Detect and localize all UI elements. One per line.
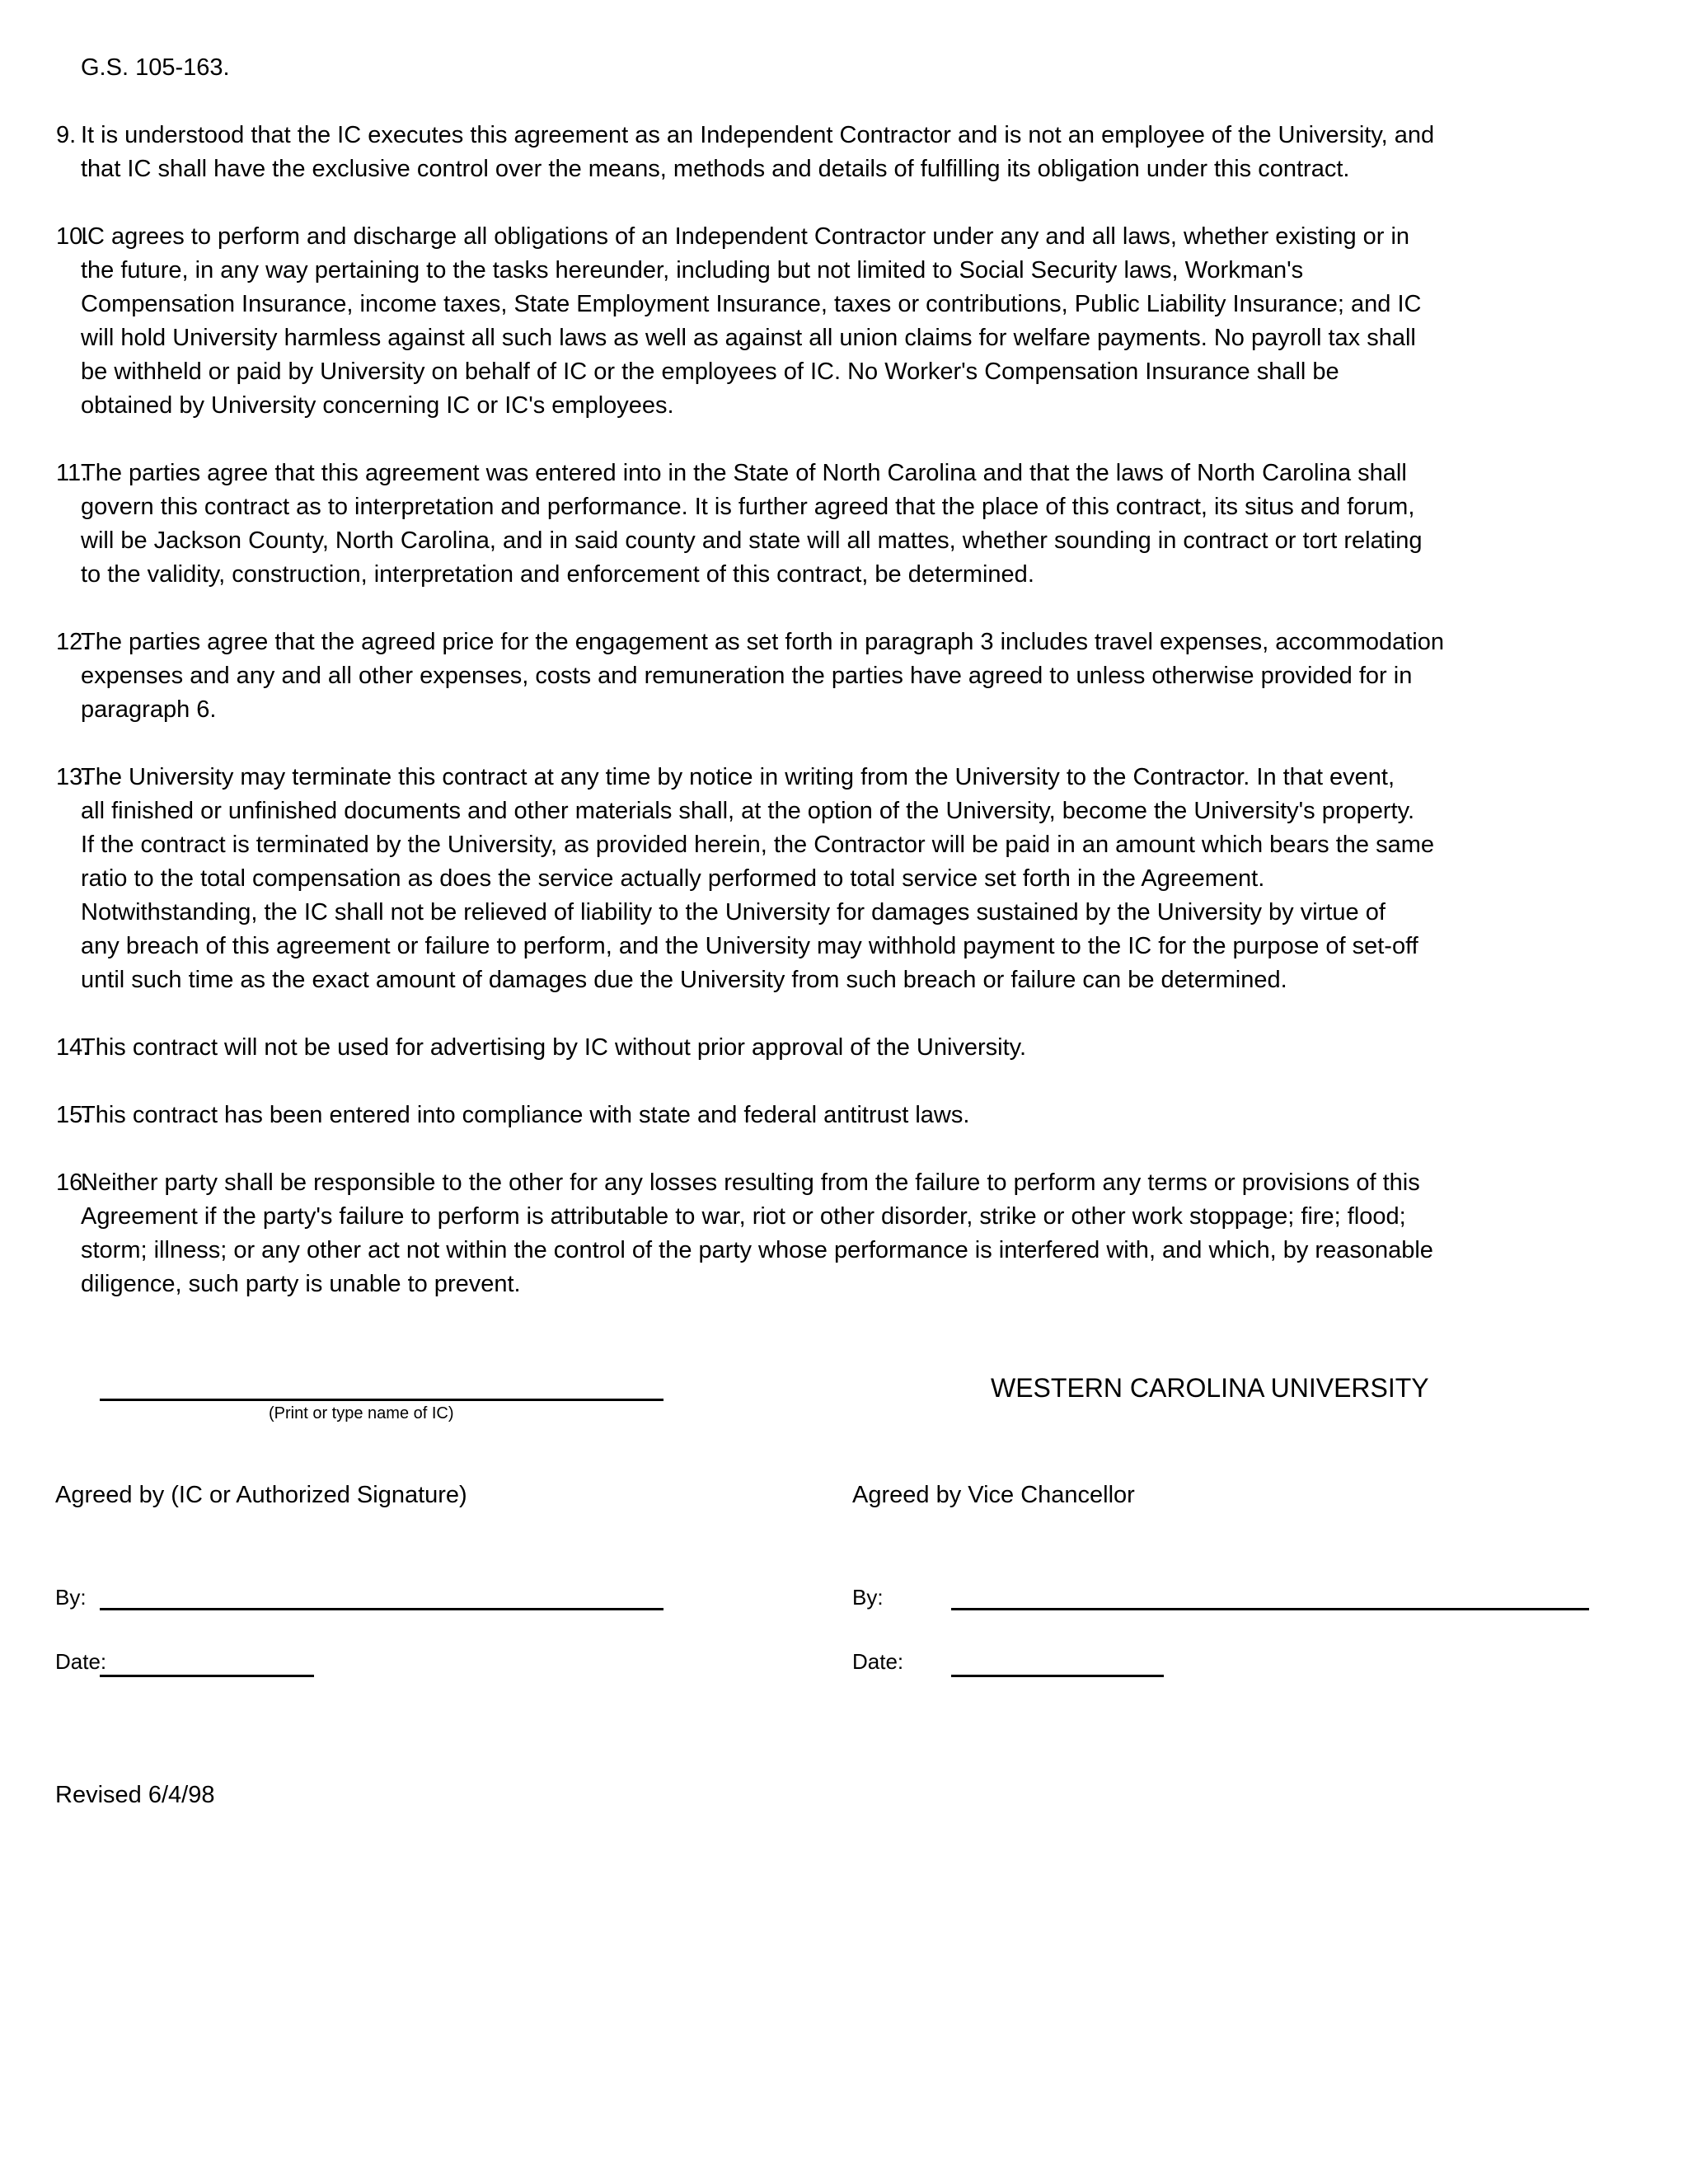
paragraph-line: This contract has been entered into compliance with state and federal antitrust laws. [81, 1102, 970, 1128]
paragraph-number: 10. [56, 223, 90, 250]
paragraph-line: The University may terminate this contract at any time by notice in writing from the University to the Contractor. In that event, [81, 764, 1395, 790]
paragraph-line: expenses and any and all other expenses, costs and remuneration the parties have agreed to unless otherwise provided for in [81, 663, 1413, 689]
paragraph-line: will be Jackson County, North Carolina, and in said county and state will all mattes, whether sounding in contract or tort relating [81, 527, 1423, 554]
right-by-label: By: [852, 1585, 884, 1610]
left-signature-heading: Agreed by (IC or Authorized Signature) [55, 1482, 467, 1508]
paragraph-line: that IC shall have the exclusive control over the means, methods and details of fulfilling its obligation under this contract. [81, 156, 1350, 182]
paragraph-line: If the contract is terminated by the University, as provided herein, the Contractor will be paid in an amount which bears the same [81, 832, 1435, 858]
paragraph-line: to the validity, construction, interpretation and enforcement of this contract, be determined. [81, 561, 1034, 588]
paragraph-line: IC agrees to perform and discharge all obligations of an Independent Contractor under any and all laws, whether existing or in [81, 223, 1410, 250]
ic-name-line[interactable] [100, 1399, 663, 1401]
revision-note: Revised 6/4/98 [55, 1782, 215, 1808]
paragraph-number: 14. [56, 1034, 90, 1061]
paragraph-number: 12. [56, 629, 90, 655]
paragraph-line: diligence, such party is unable to prevent. [81, 1271, 521, 1297]
paragraph-line: will hold University harmless against all such laws as well as against all union claims for welfare payments. No payroll tax shall [81, 325, 1416, 351]
paragraph-number: 9. [56, 122, 77, 148]
continued-text: G.S. 105-163. [81, 54, 230, 81]
paragraph-line: The parties agree that this agreement was entered into in the State of North Carolina and that the laws of North Carolina shall [81, 460, 1407, 486]
paragraph-line: paragraph 6. [81, 696, 217, 723]
right-date-label: Date: [852, 1649, 904, 1674]
paragraph-line: storm; illness; or any other act not within the control of the party whose performance is interfered with, and which, by reasonable [81, 1237, 1433, 1263]
paragraph-number: 11. [56, 460, 88, 486]
university-name: WESTERN CAROLINA UNIVERSITY [991, 1373, 1429, 1403]
paragraph-line: Compensation Insurance, income taxes, State Employment Insurance, taxes or contributions, Public Liability Insurance; and IC [81, 291, 1422, 317]
paragraph-line: It is understood that the IC executes this agreement as an Independent Contractor and is not an employee of the University, and [81, 122, 1435, 148]
paragraph-line: Notwithstanding, the IC shall not be relieved of liability to the University for damages sustained by the University by virtue of [81, 899, 1386, 926]
paragraph-line: obtained by University concerning IC or IC's employees. [81, 392, 674, 419]
paragraph-line: the future, in any way pertaining to the tasks hereunder, including but not limited to Social Security laws, Workman's [81, 257, 1304, 284]
paragraph-line: govern this contract as to interpretation and performance. It is further agreed that the place of this contract, its situs and forum, [81, 494, 1415, 520]
paragraph-line: until such time as the exact amount of damages due the University from such breach or failure can be determined. [81, 967, 1287, 993]
paragraph-line: Agreement if the party's failure to perform is attributable to war, riot or other disorder, strike or other work stoppage; fire; flood; [81, 1203, 1406, 1230]
left-date-line[interactable] [100, 1675, 314, 1677]
paragraph-line: Neither party shall be responsible to the other for any losses resulting from the failure to perform any terms or provisions of this [81, 1169, 1420, 1196]
right-signature-heading: Agreed by Vice Chancellor [852, 1482, 1135, 1508]
paragraph-line: any breach of this agreement or failure to perform, and the University may withhold payment to the IC for the purpose of set-off [81, 933, 1418, 959]
paragraph-number: 13. [56, 764, 90, 790]
paragraph-line: The parties agree that the agreed price for the engagement as set forth in paragraph 3 includes travel expenses, accommodation [81, 629, 1444, 655]
right-by-signature-line[interactable] [951, 1608, 1589, 1610]
paragraph-line: This contract will not be used for advertising by IC without prior approval of the University. [81, 1034, 1027, 1061]
paragraph-line: be withheld or paid by University on behalf of IC or the employees of IC. No Worker's Compensation Insurance shall be [81, 359, 1339, 385]
paragraph-line: ratio to the total compensation as does the service actually performed to total service set forth in the Agreement. [81, 865, 1265, 892]
paragraph-number: 15. [56, 1102, 90, 1128]
paragraph-line: all finished or unfinished documents and other materials shall, at the option of the University, become the University's property. [81, 798, 1415, 824]
left-date-label: Date: [55, 1649, 107, 1674]
left-by-signature-line[interactable] [100, 1608, 663, 1610]
left-by-label: By: [55, 1585, 87, 1610]
right-date-line[interactable] [951, 1675, 1164, 1677]
paragraph-number: 16. [56, 1169, 90, 1196]
ic-name-caption: (Print or type name of IC) [269, 1404, 454, 1422]
